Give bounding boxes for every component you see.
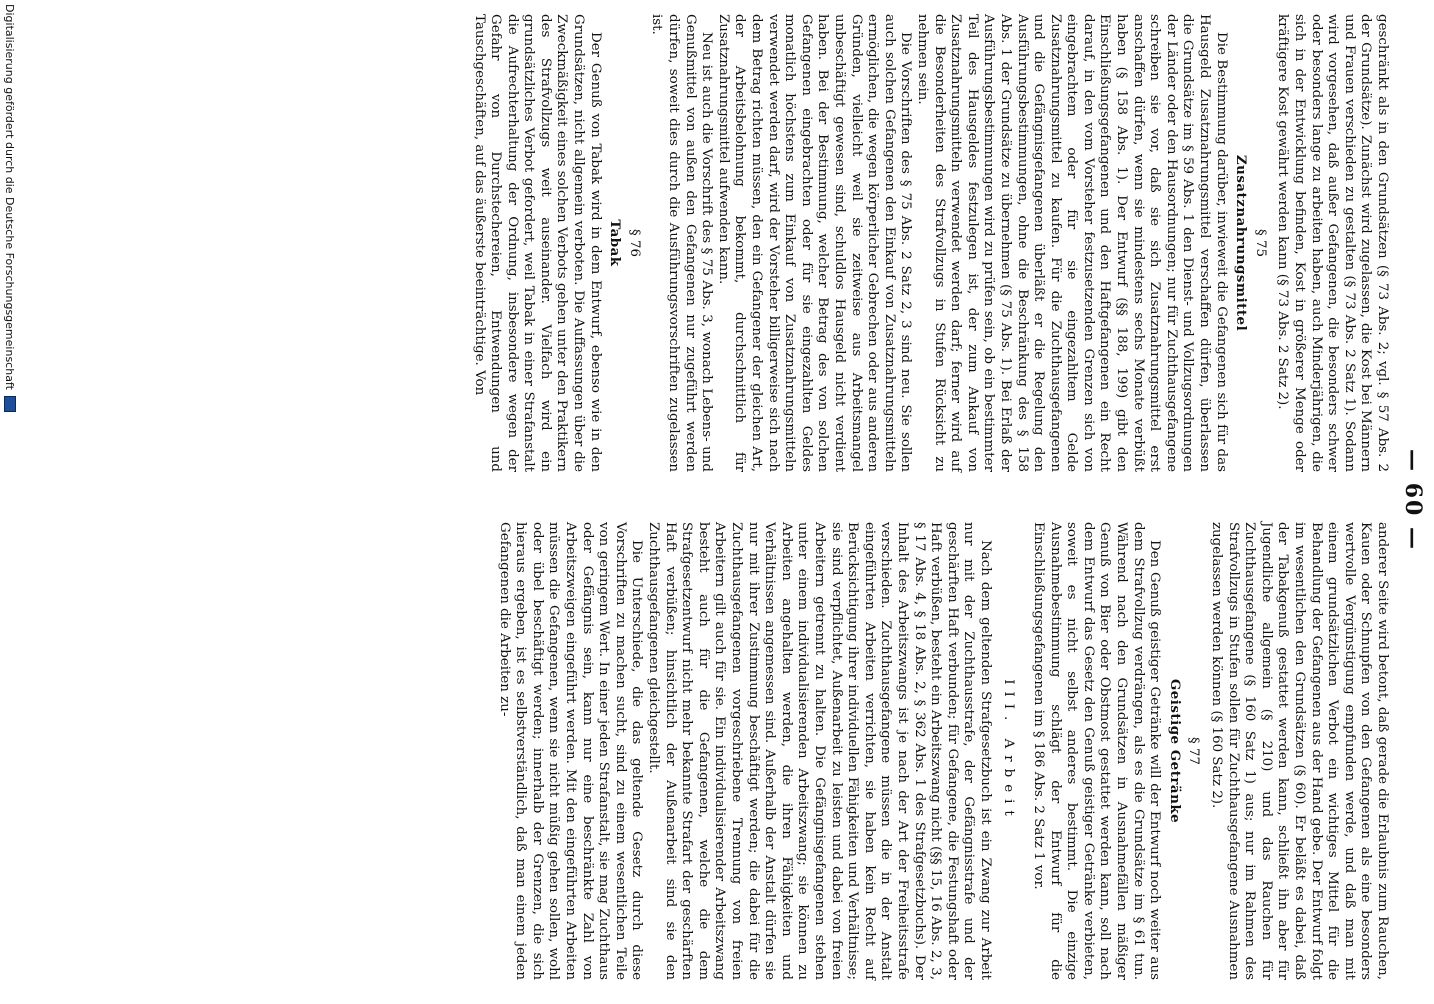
section-title: Tabak [607, 219, 624, 267]
paragraph: Die Unterschiede, die das geltende Gesetz durch diese Vorschriften zu machen sucht, sind zu einem wesentlichen Teile von geringem Wert. In einer jeden Strafanstalt, sie mag Zuchthaus oder Gefängnis sein, kann nur eine beschränkte Zahl von Arbeitszweigen eingeführt werden. Mit den eingeführten Arbeiten müssen die Gefangenen, wenn sie nicht müßig gehen sollen, wohl oder übel beschäftigt werden; innerhalb der Grenzen, die sich hieraus ergeben, ist es selbstverständlich, daß man einem jeden Gefangenen die Arbeiten zu- [496, 522, 645, 980]
paragraph: Neu ist auch die Vorschrift des § 75 Abs. 3, wonach Lebens- und Genußmittel von außen den Gefangenen nur zugeführt werden dürfen, soweit dies durch die Ausführungsvorschriften zugelassen ist. [649, 14, 715, 472]
left-column [470, 14, 1390, 472]
dfg-logo-icon [4, 396, 16, 412]
part-heading: III. Arbeit [1000, 679, 1016, 823]
digitization-footer [0, 0, 20, 1004]
section-title: Geistige Getränke [1166, 678, 1183, 824]
paragraph: Die Bestimmung darüber, inwieweit die Gefangenen sich für das Hausgeld Zusatznahrungsmittel verschaffen dürfen, überlassen die Grundsätze im § 59 Abs. 1 den Dienst- und Vollzugsordnungen der Länder oder den Hausordnungen; nur für Zuchthausgefangene schreiben sie vor, daß sie sich Zusatznahrungsmittel erst anschaffen dürfen, wenn sie mindestens sechs Monate verbüßt haben (§ 158 Abs. 1). Der Entwurf (§§ 188, 199) gibt den Einschließungsgefangenen und den Haftgefangenen ein Recht darauf, in den vom Vorsteher festzusetzenden Grenzen sich von eingebrachtem oder für sie eingezahltem Gelde Zusatznahrungsmittel zu kaufen. Für die Zuchthausgefangenen und die Gefängnisgefangenen überläßt er die Regelung den Ausführungsbestimmungen, ohne die Beschränkung des § 158 Abs. 1 der Grundsätze zu übernehmen (§ 75 Abs. 1). Bei Erlaß der Ausführungsbestimmungen wird zu prüfen sein, ob ein bestimmter Teil des Hausgeldes festzulegen ist, der zum Ankauf von Zusatznahrungsmitteln verwendet werden darf; ferner wird auf die Besonderheiten des Strafvollzugs in Stufen Rücksicht zu nehmen sein. [914, 14, 1229, 472]
paragraph: Den Genuß geistiger Getränke will der Entwurf noch weiter aus dem Strafvollzug verdrängen, als es die Grundsätze im § 61 tun. Während nach den Grundsätzen in Ausnahmefällen mäßiger Genuß von Bier oder Obstmost gestattet werden kann, soll nach dem Entwurf das Gesetz den Genuß geistiger Getränke verbieten, soweit es nicht selbst anderes bestimmt. Die einzige Ausnahmebestimmung schlägt der Entwurf für die Einschließungsgefangenen im § 186 Abs. 2 Satz 1 vor. [1031, 522, 1163, 980]
section-title: Zusatznahrungsmittel [1233, 154, 1250, 332]
footer-text: Digitalisierung gefördert durch die Deutsche Forschungsgemeinschaft [3, 4, 17, 390]
paragraph: geschränkt als in den Grundsätzen (§ 73 Abs. 2; vgl. § 57 Abs. 2 der Grundsätze). Zunächst wird zugelassen, die Kost bei Männern und Frauen verschieden zu gestalten (§ 73 Abs. 2 Satz 1). Sodann wird vorgesehen, daß außer Gefangenen, die besonders schwer oder besonders lange zu arbeiten haben, auch Minderjährigen, die sich in der Entwicklung befinden, Kost in größerer Menge oder kräftigere Kost gewährt werden kann (§ 73 Abs. 2 Satz 2). [1275, 14, 1390, 472]
paragraph: anderer Seite wird betont, daß gerade die Erlaubnis zum Rauchen, Kauen oder Schnupfen von den Gefangenen als eine besonders wertvolle Vergünstigung empfunden werde, und daß man mit einem grundsätzlichen Verbot ein wichtiges Mittel für die Behandlung der Gefangenen aus der Hand gebe. Der Entwurf folgt im wesentlichen den Grundsätzen (§ 60). Er beläßt es dabei, daß der Tabakgenuß gestattet werden kann, schließt ihn aber für Jugendliche allgemein (§ 210) und das Rauchen für Zuchthausgefangene (§ 160 Satz 1) aus; nur im Rahmen des Strafvollzugs in Stufen sollen für Zuchthausgefangene Ausnahmen zugelassen werden können (§ 160 Satz 2). [1209, 522, 1390, 980]
right-column [495, 522, 1390, 980]
paragraph: Der Genuß von Tabak wird in dem Entwurf, ebenso wie in den Grundsätzen, nicht allgemein verboten. Die Auffassungen über die Zweckmäßigkeit eines solchen Verbots gehen unter den Praktikern des Strafvollzugs weit auseinander. Vielfach wird ein grundsätzliches Verbot gefordert, weil Tabak in einer Strafanstalt die Aufrechterhaltung der Ordnung, insbesondere wegen der Gefahr von Durchstechereien, Entwendungen und Tauschgeschäften, auf das äußerste beeinträchtige. Von [471, 14, 603, 472]
paragraph: Nach dem geltenden Strafgesetzbuch ist ein Zwang zur Arbeit nur mit der Zuchthausstrafe, der Gefängnisstrafe und der geschärften Haft verbunden; für Gefangene, die Festungshaft oder Haft verbüßen, besteht ein Arbeitszwang nicht (§§ 15, 16 Abs. 2, 3, § 17 Abs. 4, § 18 Abs. 2, § 362 Abs. 1 des Strafgesetzbuchs). Der Inhalt des Arbeitszwangs ist je nach der Art der Freiheitsstrafe verschieden. Zuchthausgefangene müssen die in der Anstalt eingeführten Arbeiten verrichten, sie haben kein Recht auf Berücksichtigung ihrer individuellen Fähigkeiten und Verhältnisse; sie sind verpflichtet, Außenarbeit zu leisten und dabei von freien Arbeitern getrennt zu halten. Die Gefängnisgefangenen stehen unter einem individualisierenden Arbeitszwang; sie können zu Arbeiten angehalten werden, die ihren Fähigkeiten und Verhältnissen angemessen sind. Außerhalb der Anstalt dürfen sie nur mit ihrer Zustimmung beschäftigt werden; die dabei für die Zuchthausgefangenen vorgeschriebene Trennung von freien Arbeitern gilt auch für sie. Ein individualisierender Arbeitszwang besteht auch für die Gefangenen, welche die dem Strafgesetzentwurf nicht mehr bekannte Strafart der geschärften Haft verbüßen; hinsichtlich der Außenarbeit sind sie den Zuchthausgefangenen gleichgestellt. [646, 522, 993, 980]
section-number: § 77 [1186, 737, 1202, 765]
section-number: § 76 [626, 229, 642, 257]
paragraph: Die Vorschriften des § 75 Abs. 2 Satz 2, 3 sind neu. Sie sollen auch solchen Gefangenen den Einkauf von Zusatznahrungsmitteln ermöglichen, die wegen körperlicher Gebrechen oder aus anderen Gründen, vielleicht weil sie zeitweise aus Arbeitsmangel unbeschäftigt gewesen sind, schuldlos Hausgeld nicht verdient haben. Bei der Bestimmung, welcher Betrag des von solchen Gefangenen eingebrachten oder für sie eingezahlten Geldes monatlich höchstens zum Einkauf von Zusatznahrungsmitteln verwendet werden darf, wird der Vorsteher billigerweise sich nach dem Betrag richten müssen, den ein Gefangener der gleichen Art, der Arbeitsbelohnung bekommt, durchschnittlich für Zusatznahrungsmittel aufwenden kann. [715, 14, 914, 472]
page-number: — 60 — [1400, 449, 1426, 551]
section-number: § 75 [1252, 229, 1268, 257]
